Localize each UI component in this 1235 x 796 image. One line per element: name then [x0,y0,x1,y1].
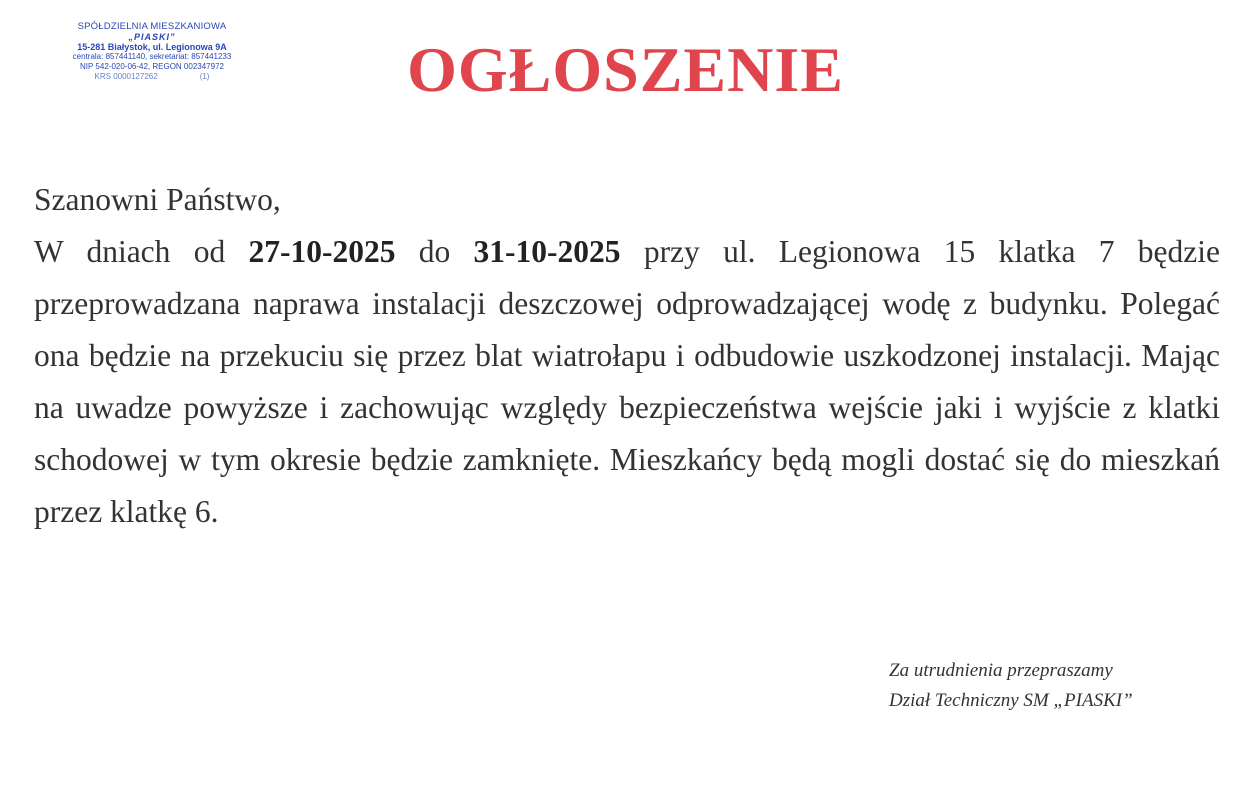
stamp-krs: KRS 0000127262 [94,72,158,81]
notice-paragraph [34,226,1220,538]
paragraph-text: przy ul. Legionowa 15 klatka 7 będzie przeprowadzana naprawa instalacji deszczowej odprowadzającej wodę z budynku. Polegać ona będzie na przekuciu się przez blat wiatrołapu i odbudowie uszkodzonej instalacji. Mając na uwadze powyższe i zachowując względy bezpieczeństwa wejście jaki i wyjście z klatki schodowej w tym okresie będzie zamknięte. Mieszkańcy będą mogli dostać się do mieszkań przez klatkę 6. [34,234,1220,529]
stamp-number: (1) [199,72,210,81]
notice-title [0,34,1235,106]
notice-body [34,174,1220,538]
paragraph-connector: do [395,234,474,269]
signature-block [889,656,1133,716]
stamp-nip-regon: NIP 542-020-06-42, REGON 002347972 [80,62,224,71]
stamp-org-name: SPÓŁDZIELNIA MIESZKANIOWA [77,21,227,32]
stamp-address: 15-281 Białystok, ul. Legionowa 9A [77,42,227,52]
paragraph-intro: W dniach od [34,234,249,269]
apology-line: Za utrudnienia przepraszamy [889,660,1113,681]
stamp-phones: centrala: 857441140, sekretariat: 857441233 [72,52,232,61]
department-line: Dział Techniczny SM „PIASKI” [889,690,1133,711]
greeting: Szanowni Państwo, [34,182,281,217]
stamp-org-short: „PIASKI” [128,32,176,42]
date-to: 31-10-2025 [473,234,621,269]
date-from: 27-10-2025 [248,234,396,269]
notice-title-text: OGŁOSZENIE [407,34,844,105]
